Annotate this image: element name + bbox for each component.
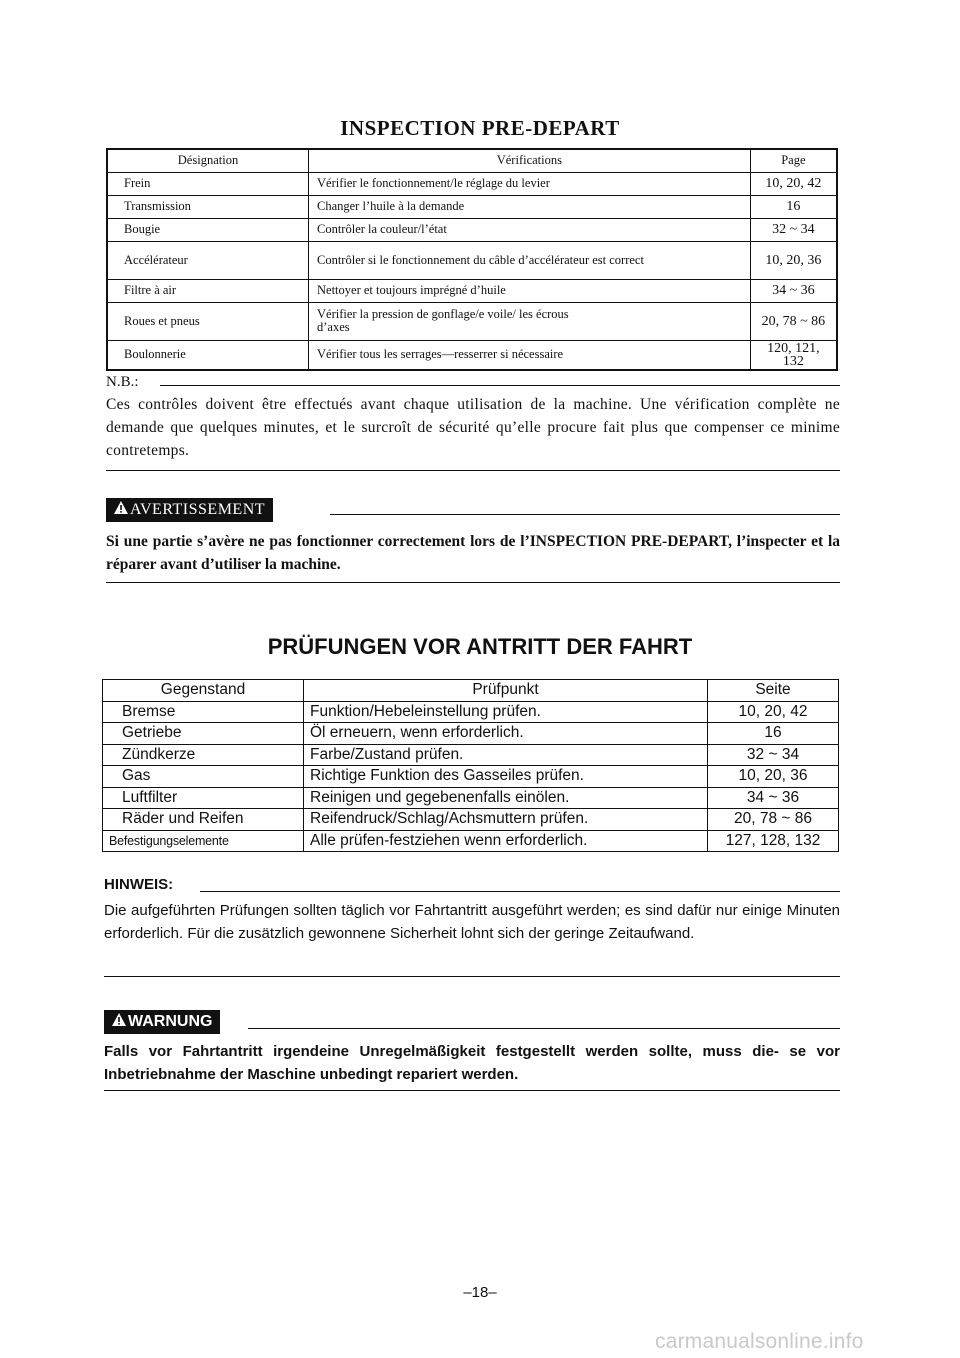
- fr-warning-badge: [106, 498, 273, 522]
- table-row: [107, 172, 837, 195]
- check-cell: Richtige Funktion des Gasseiles prüfen.: [304, 766, 708, 788]
- item-cell: Transmission: [107, 195, 309, 218]
- de-inspection-table: [102, 679, 839, 852]
- item-cell: Roues et pneus: [107, 302, 309, 340]
- warning-triangle-icon: [114, 501, 128, 519]
- table-header-row: [107, 149, 837, 172]
- item-cell: Filtre à air: [107, 279, 309, 302]
- fr-page-title: INSPECTION PRE-DEPART: [340, 116, 620, 140]
- de-warning-badge: [104, 1010, 220, 1034]
- table-row: [107, 195, 837, 218]
- divider: [106, 470, 840, 471]
- divider: [104, 1090, 840, 1091]
- header-gegenstand: Gegenstand: [103, 680, 304, 702]
- item-cell: Boulonnerie: [107, 340, 309, 370]
- item-cell: Accélérateur: [107, 241, 309, 279]
- table-row: [103, 723, 839, 745]
- table-header-row: [103, 680, 839, 702]
- table-row: [107, 218, 837, 241]
- item-cell: Luftfilter: [103, 787, 304, 809]
- table-row: [107, 340, 837, 370]
- page-cell: 20, 78 ~ 86: [750, 302, 837, 340]
- page-cell: 16: [750, 195, 837, 218]
- table-row: [103, 701, 839, 723]
- table-row: [107, 279, 837, 302]
- table-row: [103, 766, 839, 788]
- page-cell: 120, 121, 132: [750, 340, 837, 370]
- divider: [200, 891, 840, 892]
- divider: [106, 582, 840, 583]
- divider: [160, 385, 840, 386]
- page-cell: 127, 128, 132: [708, 830, 839, 852]
- de-note-label: HINWEIS:: [104, 876, 174, 893]
- item-cell: Frein: [107, 172, 309, 195]
- fr-note-label: N.B.:: [106, 374, 139, 390]
- item-cell: Gas: [103, 766, 304, 788]
- page-cell: 34 ~ 36: [750, 279, 837, 302]
- fr-warning-label: AVERTISSEMENT: [130, 501, 266, 518]
- check-cell: Vérifier la pression de gonflage/e voile/ les écrous d’axes: [309, 302, 751, 340]
- page-cell: 10, 20, 42: [708, 701, 839, 723]
- page-cell: 10, 20, 42: [750, 172, 837, 195]
- check-cell: Contrôler la couleur/l’état: [309, 218, 751, 241]
- check-cell: Öl erneuern, wenn erforderlich.: [304, 723, 708, 745]
- de-page-title: PRÜFUNGEN VOR ANTRITT DER FAHRT: [267, 634, 693, 659]
- header-designation: Désignation: [107, 149, 309, 172]
- page-cell: 34 ~ 36: [708, 787, 839, 809]
- de-warning-text: Falls vor Fahrtantritt irgendeine Unregelmäßigkeit festgestellt werden sollte, muss die- se vor Inbetriebnahme der Maschine unbedingt repariert werden.: [104, 1043, 840, 1083]
- de-note-text: Die aufgeführten Prüfungen sollten täglich vor Fahrtantritt ausgeführt werden; es sind dafür nur einige Minuten erforderlich. Für die zusätzlich gewonnene Sicherheit lohnt sich der geringe Zeitaufwand.: [104, 902, 840, 942]
- check-cell: Reifendruck/Schlag/Achsmuttern prüfen.: [304, 809, 708, 831]
- page-cell: 32 ~ 34: [708, 744, 839, 766]
- item-cell: Getriebe: [103, 723, 304, 745]
- item-cell: Bremse: [103, 701, 304, 723]
- header-verifications: Vérifications: [309, 149, 751, 172]
- table-row: [107, 302, 837, 340]
- check-cell: Funktion/Hebeleinstellung prüfen.: [304, 701, 708, 723]
- watermark: carmanualsonline.info: [655, 1330, 864, 1353]
- item-cell: Zündkerze: [103, 744, 304, 766]
- table-row: [103, 744, 839, 766]
- page-cell: 16: [708, 723, 839, 745]
- table-row: [103, 830, 839, 852]
- header-pruefpunkt: Prüfpunkt: [304, 680, 708, 702]
- check-cell: Farbe/Zustand prüfen.: [304, 744, 708, 766]
- divider: [330, 514, 840, 515]
- check-cell: Vérifier tous les serrages—resserrer si nécessaire: [309, 340, 751, 370]
- item-cell: Bougie: [107, 218, 309, 241]
- warning-triangle-icon: [112, 1013, 126, 1031]
- fr-inspection-table: [106, 148, 838, 371]
- check-cell: Vérifier le fonctionnement/le réglage du levier: [309, 172, 751, 195]
- divider: [104, 976, 840, 977]
- page-cell: 10, 20, 36: [750, 241, 837, 279]
- check-cell: Changer l’huile à la demande: [309, 195, 751, 218]
- table-row: [103, 787, 839, 809]
- divider: [248, 1028, 840, 1029]
- page-number: –18–: [463, 1284, 497, 1301]
- check-cell: Nettoyer et toujours imprégné d’huile: [309, 279, 751, 302]
- item-cell: Räder und Reifen: [103, 809, 304, 831]
- check-cell: Reinigen und gegebenenfalls einölen.: [304, 787, 708, 809]
- fr-note-text: Ces contrôles doivent être effectués avant chaque utilisation de la machine. Une vérification complète ne demande que quelques minutes, et le surcroît de sécurité qu’elle procure fait plus que compenser ce minime contretemps.: [106, 396, 840, 459]
- header-page: Page: [750, 149, 837, 172]
- table-row: [103, 809, 839, 831]
- table-row: [107, 241, 837, 279]
- page-cell: 32 ~ 34: [750, 218, 837, 241]
- fr-warning-text: Si une partie s’avère ne pas fonctionner correctement lors de l’INSPECTION PRE-DEPART, l’inspecter et la réparer avant d’utiliser la machine.: [106, 533, 840, 573]
- item-cell: Befestigungselemente: [103, 830, 304, 852]
- check-cell: Alle prüfen-festziehen wenn erforderlich.: [304, 830, 708, 852]
- page-cell: 10, 20, 36: [708, 766, 839, 788]
- page-cell: 20, 78 ~ 86: [708, 809, 839, 831]
- de-warning-label: WARNUNG: [128, 1013, 213, 1030]
- header-seite: Seite: [708, 680, 839, 702]
- check-cell: Contrôler si le fonctionnement du câble d’accélérateur est correct: [309, 241, 751, 279]
